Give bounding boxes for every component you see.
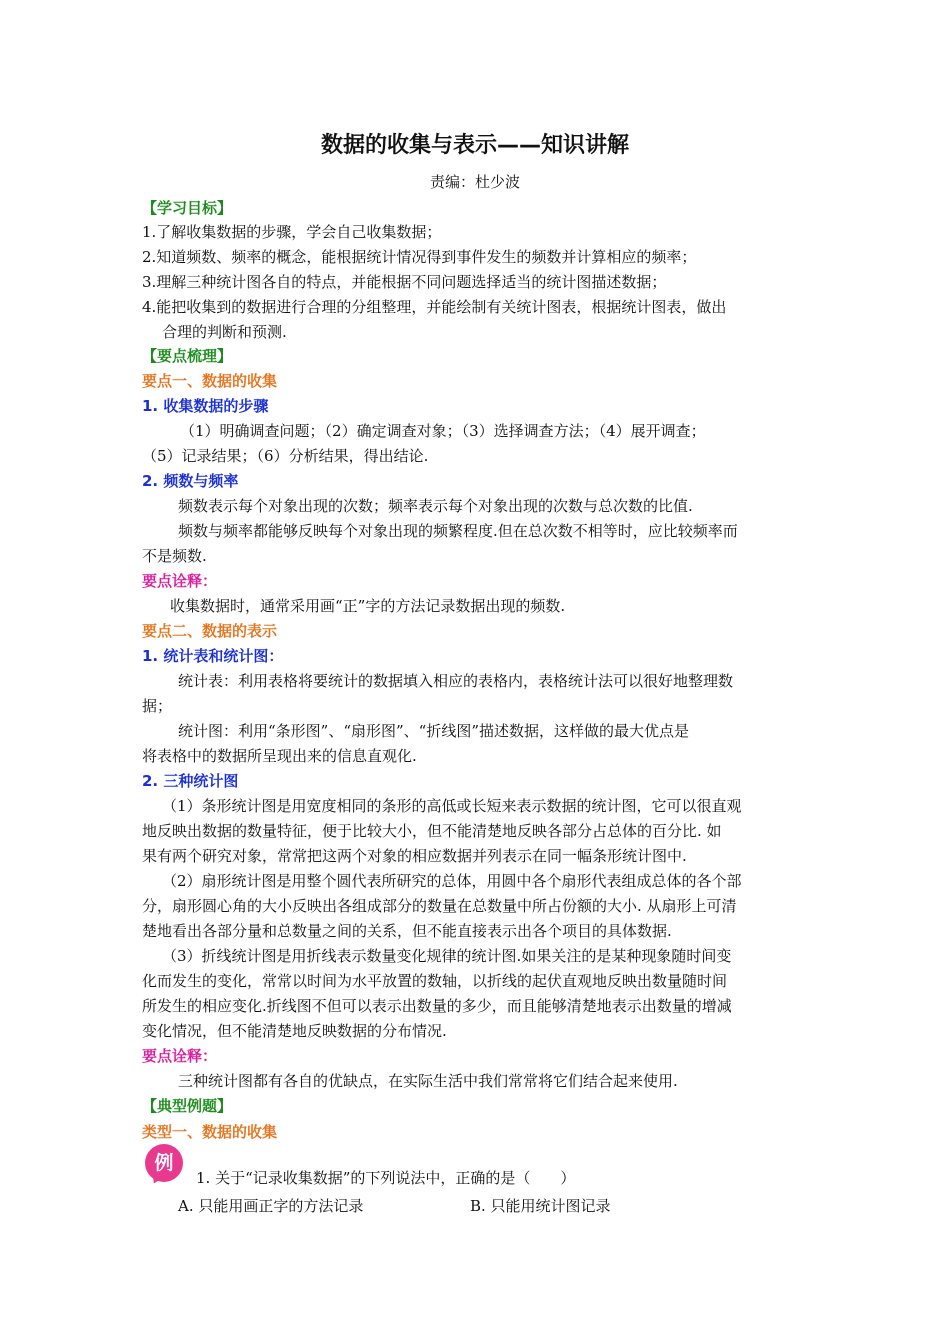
note-title: 要点诠释： [142,1047,218,1065]
paragraph-line: 不是频数. [142,547,207,565]
objectives-heading: 【学习目标】 [142,199,233,217]
paragraph-line: （2）扇形统计图是用整个圆代表所研究的总体，用圆中各个扇形代表组成总体的各个部 [162,872,742,890]
note-title: 要点诠释： [142,572,218,590]
paragraph-line: 化而发生的变化，常常以时间为水平放置的数轴，以折线的起伏直观地反映出数量随时间 [142,972,728,990]
paragraph-line: 果有两个研究对象，常常把这两个对象的相应数据并列表示在同一幅条形统计图中. [142,847,687,865]
subsection-title: 1. 收集数据的步骤 [142,397,269,415]
keypoints-heading: 【要点梳理】 [142,347,233,365]
note-text: 三种统计图都有各自的优缺点，在实际生活中我们常常将它们结合起来使用. [178,1072,678,1090]
paragraph-line: 地反映出数据的数量特征，便于比较大小，但不能清楚地反映各部分占总体的百分比. 如 [142,822,722,840]
examples-heading: 【典型例题】 [142,1097,233,1115]
section-title: 要点一、数据的收集 [142,372,278,390]
objective-item: 2.知道频数、频率的概念，能根据统计情况得到事件发生的频数并计算相应的频率； [142,248,697,266]
subsection-title: 2. 频数与频率 [142,472,239,490]
paragraph-line: （1）条形统计图是用宽度相同的条形的高低或长短来表示数据的统计图，它可以很直观 [162,797,742,815]
subsection-title: 1. 统计表和统计图： [142,647,284,665]
example-badge-icon: 例 [145,1144,183,1182]
paragraph-line: 据； [142,697,173,715]
example-type-title: 类型一、数据的收集 [142,1123,278,1141]
section-title: 要点二、数据的表示 [142,622,278,640]
paragraph-line: 变化情况，但不能清楚地反映数据的分布情况. [142,1022,447,1040]
objective-item: 3.理解三种统计图各自的特点，并能根据不同问题选择适当的统计图描述数据； [142,273,667,291]
objective-item: 4.能把收集到的数据进行合理的分组整理，并能绘制有关统计图表，根据统计图表，做出 [142,298,727,316]
subsection-title: 2. 三种统计图 [142,772,239,790]
paragraph-line: 楚地看出各部分量和总数量之间的关系，但不能直接表示出各个项目的具体数据. [142,922,672,940]
paragraph-line: （3）折线统计图是用折线表示数量变化规律的统计图.如果关注的是某种现象随时间变 [162,947,732,965]
paragraph-line: 将表格中的数据所呈现出来的信息直观化. [142,747,417,765]
note-text: 收集数据时，通常采用画“正”字的方法记录数据出现的频数. [170,597,566,615]
author-line: 责编：杜少波 [429,173,520,191]
paragraph-line: 统计图：利用“条形图”、“扇形图”、“折线图”描述数据，这样做的最大优点是 [178,722,690,740]
option-b: B. 只能用统计图记录 [470,1197,611,1215]
paragraph-line: 频数表示每个对象出现的次数；频率表示每个对象出现的次数与总次数的比值. [178,497,693,515]
objective-item: 1.了解收集数据的步骤，学会自己收集数据； [142,223,442,241]
paragraph-line: （1）明确调查问题；（2）确定调查对象；（3）选择调查方法；（4）展开调查； [180,422,706,440]
paragraph-line: 统计表：利用表格将要统计的数据填入相应的表格内，表格统计法可以很好地整理数 [178,672,734,690]
question-text: 1. 关于“记录收集数据”的下列说法中，正确的是（ ） [196,1169,576,1187]
paragraph-line: 分，扇形圆心角的大小反映出各组成部分的数量在总数量中所占份额的大小. 从扇形上可清 [142,897,737,915]
paragraph-line: 频数与频率都能够反映每个对象出现的频繁程度.但在总次数不相等时，应比较频率而 [178,522,738,540]
paragraph-line: 所发生的相应变化.折线图不但可以表示出数量的多少，而且能够清楚地表示出数量的增减 [142,997,732,1015]
paragraph-line: （5）记录结果；（6）分析结果，得出结论. [142,447,429,465]
objective-item: 合理的判断和预测. [162,323,287,341]
option-a: A. 只能用画正字的方法记录 [178,1197,364,1215]
document-title: 数据的收集与表示——知识讲解 [320,133,629,158]
